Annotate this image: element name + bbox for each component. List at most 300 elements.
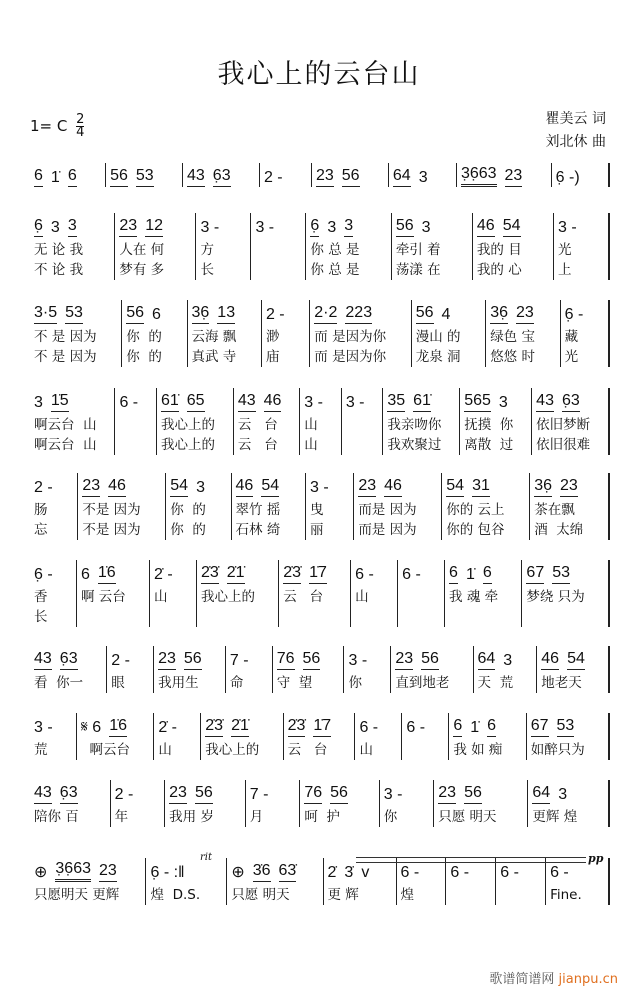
- notes: [461, 163, 547, 187]
- measure-row: [30, 560, 610, 627]
- measure: [449, 713, 526, 760]
- measure: [391, 646, 473, 693]
- measure: [306, 473, 354, 540]
- note-group: 54: [567, 650, 585, 670]
- lyric-line-1: 我 如 痴: [453, 742, 503, 758]
- score-system: [30, 646, 610, 693]
- notes: [384, 780, 430, 804]
- notes: [558, 213, 604, 237]
- note-group: 56: [464, 784, 482, 804]
- lyric-line-1: 煌: [400, 887, 414, 903]
- notes: [283, 560, 346, 584]
- lyric-line-2: 酒 太绵: [534, 522, 584, 538]
- note-group: 3: [327, 219, 337, 236]
- notes: [536, 388, 604, 412]
- note-group: 1̇5: [51, 392, 69, 412]
- lyric-line-1: 你: [383, 809, 398, 825]
- lyric-line-2: 而 是因为你: [314, 349, 387, 365]
- lyric-line-1: 你 总 是: [310, 242, 360, 258]
- notes: [314, 300, 406, 324]
- notes: [110, 163, 178, 187]
- measure: [30, 560, 77, 627]
- lyric-line-1: [119, 415, 152, 435]
- lyric-line-2: 不 是 因为: [34, 349, 97, 365]
- notes: [34, 560, 72, 584]
- note-group: 6̣3: [562, 392, 580, 412]
- note-group: 23: [316, 167, 334, 187]
- time-top: 2: [76, 112, 85, 127]
- note-group: 13: [217, 304, 235, 324]
- lyric-line-2: [201, 607, 274, 627]
- note-group: 46: [384, 477, 402, 497]
- notes: [565, 300, 604, 324]
- note-group: 6: [453, 717, 462, 737]
- notes: [192, 300, 257, 324]
- lyric-line-2: [526, 607, 604, 627]
- note-group: 6̣ -: [564, 306, 584, 323]
- notes: [556, 163, 604, 187]
- composer-credit: 刘北休 曲: [545, 134, 606, 150]
- lyric-line-2: 山: [304, 437, 318, 453]
- lyric-line-1: 香: [34, 589, 48, 605]
- note-group: 3·5: [34, 304, 57, 324]
- note-group: 63̇: [279, 862, 297, 882]
- measure-row: [30, 858, 610, 905]
- notes: [453, 713, 521, 737]
- note-group: 6: [152, 306, 161, 323]
- notes: [34, 213, 110, 237]
- lyric-line-2: 梦有 多: [119, 262, 165, 278]
- measure: [77, 713, 154, 760]
- note-group: 1̇7: [309, 564, 327, 584]
- measure-row: [30, 213, 610, 280]
- notes: [358, 473, 437, 497]
- measure-row: [30, 780, 610, 827]
- note-group: 12: [145, 217, 163, 237]
- note-group: 2̇3̇: [283, 564, 301, 584]
- lyric-line-1: 我亲吻你: [387, 417, 442, 433]
- lyric-line-1: 只愿 明天: [438, 809, 497, 825]
- lyric-line-1: 绿色 宝: [490, 329, 535, 345]
- lyric-line-2: 依旧很难: [536, 437, 591, 453]
- measure: [30, 300, 122, 367]
- lyric-line-1: 而 是因为你: [314, 329, 387, 345]
- measure: [154, 713, 201, 760]
- lyric-line-1: 地老天: [541, 675, 582, 691]
- note-group: 1̇: [470, 719, 480, 736]
- note-group: 2̇3̇: [288, 717, 306, 737]
- note-group: 56: [330, 784, 348, 804]
- note-group: 3 -: [345, 394, 365, 411]
- score-system: [30, 388, 610, 455]
- note-group: 56: [195, 784, 213, 804]
- lyric-line-1: 看 你一: [34, 675, 84, 691]
- note-group: 46: [264, 392, 282, 412]
- measure-row: [30, 713, 610, 760]
- note-group: 6 -: [359, 719, 379, 736]
- note-group: 3̇6: [253, 862, 271, 882]
- decrescendo-line: [356, 862, 586, 863]
- notes: [34, 646, 102, 670]
- notes: [316, 163, 384, 187]
- lyric-line-1: 啊 云台: [80, 589, 126, 605]
- lyric-line-2: [402, 607, 440, 627]
- notes: [264, 163, 307, 187]
- measure: [279, 560, 351, 627]
- note-group: 2 -: [263, 169, 283, 186]
- measure: [262, 300, 310, 367]
- lyric-line-2: 长: [200, 262, 214, 278]
- lyric-line-1: 不是 因为: [82, 502, 141, 518]
- measure: [300, 780, 379, 827]
- notes: [531, 713, 604, 737]
- measure: [457, 163, 552, 187]
- lyric-line-1: 山: [158, 742, 172, 758]
- lyric-line-2: 云 台: [237, 437, 278, 453]
- note-group: 23: [516, 304, 534, 324]
- measure: [446, 858, 496, 905]
- notes: [464, 388, 527, 412]
- notes: [81, 713, 149, 737]
- lyric-line-1: 云 台: [237, 417, 278, 433]
- note-group: 23: [395, 650, 413, 670]
- note-group: 76: [277, 650, 295, 670]
- measure: [389, 163, 457, 187]
- lyric-line-1: 梦绕 只为: [526, 589, 585, 605]
- notes: [161, 388, 229, 412]
- lyric-line-1: 抚摸 你: [464, 417, 514, 433]
- lyric-line-1: 山: [304, 417, 318, 433]
- key-signature: [30, 114, 84, 139]
- notes: [490, 300, 555, 324]
- lyric-line-2: 荡漾 在: [395, 262, 441, 278]
- note-group: 3 -: [34, 719, 53, 736]
- lyric-line-2: [119, 435, 152, 455]
- score-system: [30, 713, 610, 760]
- note-group: 1̇: [50, 169, 60, 186]
- notes: [170, 473, 226, 497]
- note-group: 2̇1̇: [227, 564, 245, 584]
- lyric-line-1: 更 辉: [327, 887, 359, 903]
- note-group: 6̣ -): [555, 169, 580, 186]
- lyric-line-1: 你的 云上: [446, 502, 505, 518]
- measure: [273, 646, 345, 693]
- note-group: 6̣3: [60, 650, 78, 670]
- score-system: [30, 780, 610, 827]
- measure: [284, 713, 356, 760]
- lyric-line-1: 云 台: [283, 589, 324, 605]
- note-group: 3 -: [304, 394, 323, 411]
- lyric-line-2: 石林 绮: [235, 522, 281, 538]
- notes: [288, 713, 351, 737]
- lyricist-credit: 瞿美云 词: [545, 111, 606, 127]
- note-group: 3: [418, 169, 428, 186]
- lyric-line-1: 月: [249, 809, 264, 825]
- lyric-line-1: 你: [348, 675, 362, 691]
- notes: [416, 300, 481, 324]
- lyric-line-2: 丽: [309, 522, 324, 538]
- note-group: 23: [560, 477, 578, 497]
- note-group: 7 -: [249, 786, 269, 803]
- notes: [126, 300, 182, 324]
- notes: [34, 300, 117, 324]
- notes: [230, 646, 268, 670]
- lyric-line-1: 啊云台: [80, 742, 131, 758]
- lyric-line-2: 我心上的: [160, 437, 215, 453]
- notes: [236, 473, 301, 497]
- lyric-line-2: 而是 因为: [358, 522, 417, 538]
- measure: [528, 780, 610, 827]
- note-group: 3 -: [309, 479, 329, 496]
- notes: [396, 213, 468, 237]
- measure: [397, 858, 447, 905]
- key-label: 1= C: [30, 117, 68, 135]
- score-system: [30, 213, 610, 280]
- note-group: 61̇: [161, 392, 179, 412]
- measure: [306, 213, 391, 280]
- note-group: 2 -: [34, 479, 53, 496]
- lyric-line-1: 我用生: [158, 675, 199, 691]
- decrescendo-line: [356, 857, 586, 858]
- notes: [34, 780, 106, 804]
- note-group: 2̇3̇: [205, 717, 223, 737]
- note-group: 6: [483, 564, 492, 584]
- lyric-line-1: 啊云台 山: [34, 417, 97, 433]
- lyric-line-2: [81, 607, 145, 627]
- notes: [395, 646, 468, 670]
- measure: [312, 163, 389, 187]
- measure: [166, 473, 231, 540]
- measure: [310, 300, 411, 367]
- measure: [122, 300, 187, 367]
- note-group: 2 -: [114, 786, 134, 803]
- notes: [532, 780, 604, 804]
- measure: [474, 646, 538, 693]
- time-bottom: 4: [76, 125, 85, 140]
- note-group: 6̣ -: [34, 566, 53, 583]
- note-group: 53: [65, 304, 83, 324]
- notes: [477, 213, 549, 237]
- note-group: 3: [50, 219, 60, 236]
- notes: [200, 213, 246, 237]
- note-group: 65: [187, 392, 205, 412]
- note-group: 3 -: [558, 219, 577, 236]
- lyric-line-2: [355, 607, 393, 627]
- lyric-line-2: 上: [558, 262, 572, 278]
- note-group: 46: [541, 650, 559, 670]
- lyric-line-1: 你 的: [126, 329, 162, 345]
- note-group: 3: [421, 219, 431, 236]
- lyric-line-2: 我的 心: [476, 262, 522, 278]
- notes: [266, 300, 305, 324]
- lyric-line-2: 不 论 我: [34, 262, 84, 278]
- lyric-line-1: 煌 D.S.: [150, 887, 201, 903]
- note-group: 43: [187, 167, 205, 187]
- measure: [106, 163, 183, 187]
- lyric-line-1: [255, 240, 301, 260]
- notes: [449, 560, 517, 584]
- lyric-line-1: 更辉 煌: [532, 809, 578, 825]
- notes: [359, 713, 397, 737]
- note-group: 23: [82, 477, 100, 497]
- note-group: 3: [196, 479, 205, 496]
- measure: [354, 473, 442, 540]
- notes: [187, 163, 255, 187]
- note-group: 43: [238, 392, 256, 412]
- note-group: 2·2: [314, 304, 337, 324]
- notes: [478, 646, 533, 670]
- note-group: 56: [184, 650, 202, 670]
- lyric-line-1: [406, 740, 444, 760]
- measure-row: [30, 646, 610, 693]
- note-group: 56: [303, 650, 321, 670]
- note-group: 43: [536, 392, 554, 412]
- notes: [158, 646, 221, 670]
- lyric-line-1: 我心上的: [205, 742, 260, 758]
- notes: [438, 780, 523, 804]
- note-group: 6̣3: [213, 167, 231, 187]
- notes: [34, 858, 141, 882]
- lyric-line-2: 悠悠 时: [490, 349, 535, 365]
- measure: [392, 213, 473, 280]
- lyric-line-1: Fine.: [550, 887, 582, 903]
- measure: [154, 646, 226, 693]
- note-group: 23: [169, 784, 187, 804]
- notes: [115, 780, 161, 804]
- note-group: 3: [498, 394, 508, 411]
- note-group: 23: [358, 477, 376, 497]
- lyric-line-1: 天 荒: [477, 675, 514, 691]
- note-group: 53: [552, 564, 570, 584]
- lyric-line-1: 漫山 的: [415, 329, 461, 345]
- measure-row: [30, 300, 610, 367]
- lyric-line-2: [449, 607, 517, 627]
- note-group: 64: [393, 167, 411, 187]
- measure: [30, 213, 115, 280]
- measure: [402, 713, 449, 760]
- lyric-line-1: 藏: [564, 329, 579, 345]
- notes: [154, 560, 192, 584]
- measure: [111, 780, 166, 827]
- notes: [534, 473, 604, 497]
- notes: [238, 388, 295, 412]
- note-group: 6̣3: [60, 784, 78, 804]
- note-group: 6: [80, 566, 90, 583]
- note-group: 7 -: [229, 652, 249, 669]
- note-group: 56: [110, 167, 128, 187]
- note-group: 6 -: [355, 566, 374, 583]
- lyric-line-1: 而是 因为: [358, 502, 417, 518]
- note-group: 46: [108, 477, 126, 497]
- measure: [527, 713, 610, 760]
- measure: [232, 473, 306, 540]
- lyric-line-1: 翠竹 摇: [235, 502, 281, 518]
- lyric-line-1: 直到地老: [395, 675, 450, 691]
- measure-row: [30, 473, 610, 540]
- measure: [355, 713, 402, 760]
- note-group: 54: [261, 477, 279, 497]
- lyric-line-1: 无 论 我: [34, 242, 84, 258]
- note-group: 64: [478, 650, 496, 670]
- note-group: 6 -: [400, 864, 420, 881]
- lyric-line-1: 方: [200, 242, 214, 258]
- note-group: 56: [396, 217, 414, 237]
- note-group: 6: [487, 717, 496, 737]
- lyric-line-2: 不是 因为: [82, 522, 141, 538]
- lyric-line-1: 守 望: [276, 675, 313, 691]
- lyric-line-1: 你 的: [170, 502, 206, 518]
- note-group: 43: [34, 650, 52, 670]
- measure: [226, 646, 273, 693]
- notes: [393, 163, 452, 187]
- note-group: 1̇6: [98, 564, 116, 584]
- measure: [537, 646, 610, 693]
- dynamic-mark: pp: [588, 852, 604, 865]
- note-group: 53: [557, 717, 575, 737]
- measure: [227, 858, 323, 905]
- measure: [460, 388, 532, 455]
- note-group: 54: [446, 477, 464, 497]
- note-group: 46: [236, 477, 254, 497]
- lyric-line-1: 命: [229, 675, 244, 691]
- measure-row: [30, 388, 610, 455]
- note-group: 3: [344, 217, 353, 237]
- note-group: 67: [531, 717, 549, 737]
- lyric-line-1: 光: [558, 242, 572, 258]
- lyric-line-1: 茶在飘: [534, 502, 575, 518]
- note-group: ⊕: [34, 864, 48, 881]
- measure: [344, 646, 391, 693]
- watermark-cn: 歌谱简谱网: [489, 972, 555, 987]
- score-system: [30, 300, 610, 367]
- note-group: 3: [68, 217, 77, 237]
- watermark: [489, 968, 618, 987]
- note-group: 36̣: [490, 304, 508, 324]
- note-group: 6 -: [119, 394, 139, 411]
- measure: [77, 560, 150, 627]
- notes: [310, 473, 349, 497]
- note-group: 6̣: [34, 217, 43, 237]
- note-group: 76: [304, 784, 322, 804]
- measure: [530, 473, 610, 540]
- notes: [82, 473, 161, 497]
- note-group: 56: [126, 304, 144, 324]
- lyric-line-1: 渺: [265, 329, 280, 345]
- measure: [78, 473, 166, 540]
- measure: [30, 388, 115, 455]
- lyric-line-2: 忘: [34, 522, 48, 538]
- lyric-line-1: 山: [355, 589, 369, 605]
- lyric-line-1: 荒: [34, 742, 48, 758]
- lyric-line-1: 只愿明天 更辉: [34, 887, 120, 903]
- note-group: 61̇: [413, 392, 431, 412]
- notes: [231, 858, 318, 882]
- watermark-site: jianpu.cn: [558, 972, 618, 987]
- note-group: 6 -: [406, 719, 426, 736]
- lyric-line-2: 你的 包谷: [446, 522, 505, 538]
- note-group: 23: [438, 784, 456, 804]
- measure-row: [30, 163, 610, 187]
- measure: [300, 388, 342, 455]
- measure: [442, 473, 530, 540]
- note-group: 2 -: [265, 306, 285, 323]
- note-group: 2̇ -: [154, 566, 173, 583]
- score-system: [30, 163, 610, 187]
- note-group: 3: [34, 394, 43, 411]
- tempo-mark: rit: [200, 852, 212, 863]
- notes: [119, 213, 191, 237]
- note-group: 1̇7: [313, 717, 331, 737]
